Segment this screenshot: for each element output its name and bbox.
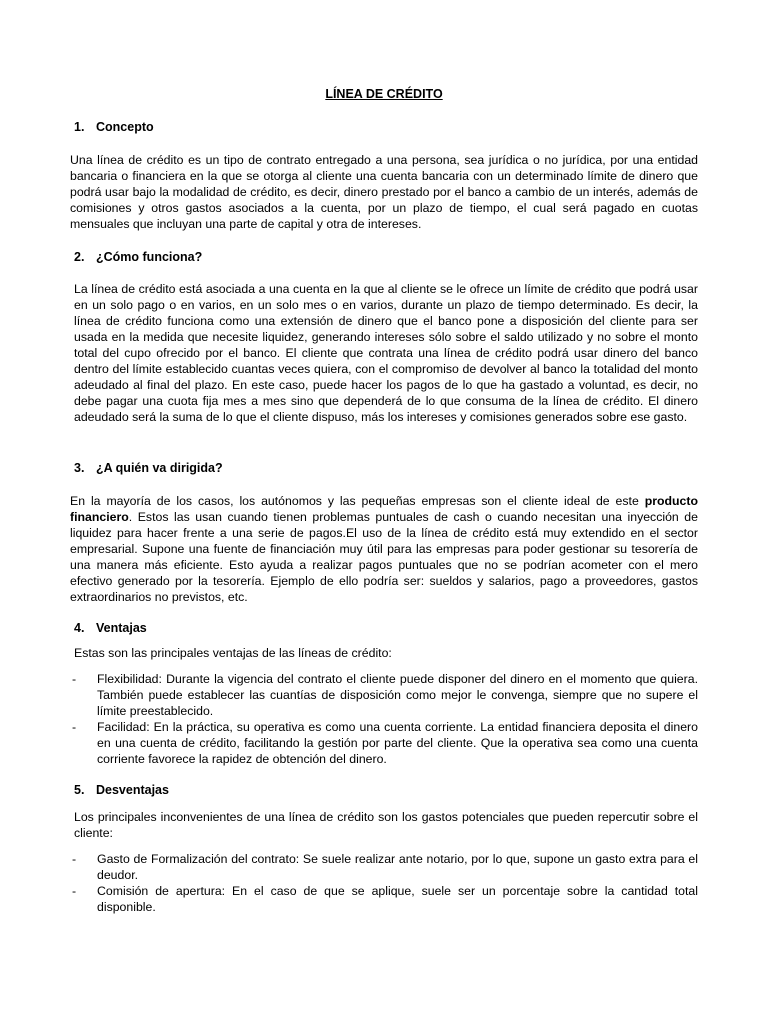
list-item-text: Facilidad: En la práctica, su operativa es como una cuenta corriente. La entidad financiera deposita el dinero en una cuenta de crédito, facilitando la gestión por parte del cliente. Que la operativa sea como una cuenta corriente favorece la rapidez de obtención del dinero. bbox=[97, 720, 698, 766]
bullet-marker: - bbox=[72, 852, 77, 866]
document-title: LÍNEA DE CRÉDITO bbox=[325, 87, 443, 101]
section-intro-desventajas: Los principales inconvenientes de una línea de crédito son los gastos potenciales que pueden repercutir sobre el cliente: bbox=[74, 810, 698, 840]
list-item bbox=[72, 883, 698, 915]
list-item-text: Flexibilidad: Durante la vigencia del contrato el cliente puede disponer del dinero en el momento que quiera. También puede establecer las cuantías de disposición como mejor le convenga, siempre que no supere el límite preestablecido. bbox=[97, 672, 698, 718]
section-intro-ventajas: Estas son las principales ventajas de las líneas de crédito: bbox=[74, 646, 392, 660]
bullet-marker: - bbox=[72, 884, 77, 898]
section-title: Concepto bbox=[96, 120, 154, 134]
bullet-marker: - bbox=[72, 672, 77, 686]
section-number: 2. bbox=[74, 250, 85, 264]
section-heading-desventajas bbox=[74, 782, 169, 798]
section-number: 4. bbox=[74, 621, 85, 635]
list-item bbox=[72, 719, 698, 767]
bullet-list-ventajas bbox=[72, 671, 698, 767]
section-paragraph-a-quien bbox=[70, 493, 698, 605]
list-item-text: Comisión de apertura: En el caso de que se aplique, suele ser un porcentaje sobre la cantidad total disponible. bbox=[97, 884, 698, 914]
section-heading-a-quien bbox=[74, 460, 223, 476]
section-number: 1. bbox=[74, 120, 85, 134]
bold-term: producto financiero bbox=[70, 494, 698, 524]
bullet-list-desventajas bbox=[72, 851, 698, 915]
section-number: 5. bbox=[74, 783, 85, 797]
section-number: 3. bbox=[74, 461, 85, 475]
section-paragraph-como-funciona: La línea de crédito está asociada a una cuenta en la que al cliente se le ofrece un límite de crédito que podrá usar en un solo pago o en varios, en un solo mes o en varios, durante un plazo de tiempo determinado. Es decir, la línea de crédito funciona como una extensión de dinero que el banco pone a disposición del cliente para ser usada en la medida que necesite liquidez, generando intereses sólo sobre el saldo utilizado y no sobre el monto total del cupo ofrecido por el banco. El cliente que contrata una línea de crédito podrá usar dinero del banco dentro del límite establecido cuantas veces quiera, con el compromiso de devolver al banco la totalidad del monto adeudado al final del plazo. En este caso, puede hacer los pagos de lo que ha gastado a voluntad, es decir, no debe pagar una cuota fija mes a mes sino que dependerá de lo que consuma de la línea de crédito. El dinero adeudado será la suma de lo que el cliente dispuso, más los intereses y comisiones generados sobre ese gasto. bbox=[74, 282, 698, 424]
section-title: ¿Cómo funciona? bbox=[96, 250, 203, 264]
list-item bbox=[72, 851, 698, 883]
paragraph-text: . Estos las usan cuando tienen problemas puntuales de cash o cuando necesitan una inyección de liquidez para hacer frente a una serie de pagos.El uso de la línea de crédito está muy extendido en el sector empresarial. Supone una fuente de financiación muy útil para las empresas para poder gestionar su tesorería de una manera más eficiente. Esto ayuda a realizar pagos puntuales que no se podrían acometer con el mero efectivo generado por la tesorería. Ejemplo de ello podría ser: sueldos y salarios, pago a proveedores, gastos extraordinarios no previstos, etc. bbox=[70, 510, 698, 604]
section-paragraph-concepto: Una línea de crédito es un tipo de contrato entregado a una persona, sea jurídica o no jurídica, por una entidad bancaria o financiera en la que se otorga al cliente una cuenta bancaria con un determinado límite de dinero que podrá usar bajo la modalidad de crédito, es decir, dinero prestado por el banco a cambio de un interés, además de comisiones y otros gastos asociados a la cuenta, por un plazo de tiempo, el cual será pagado en cuotas mensuales que incluyan una parte de capital y otra de intereses. bbox=[70, 153, 698, 231]
section-heading-como-funciona bbox=[74, 249, 202, 265]
list-item bbox=[72, 671, 698, 719]
section-title: ¿A quién va dirigida? bbox=[96, 461, 223, 475]
section-heading-ventajas bbox=[74, 620, 147, 636]
bullet-marker: - bbox=[72, 720, 77, 734]
section-title: Ventajas bbox=[96, 621, 147, 635]
section-heading-concepto bbox=[74, 119, 154, 135]
paragraph-text: En la mayoría de los casos, los autónomos y las pequeñas empresas son el cliente ideal de este bbox=[70, 494, 645, 508]
section-title: Desventajas bbox=[96, 783, 169, 797]
list-item-text: Gasto de Formalización del contrato: Se suele realizar ante notario, por lo que, supone un gasto extra para el deudor. bbox=[97, 852, 698, 882]
